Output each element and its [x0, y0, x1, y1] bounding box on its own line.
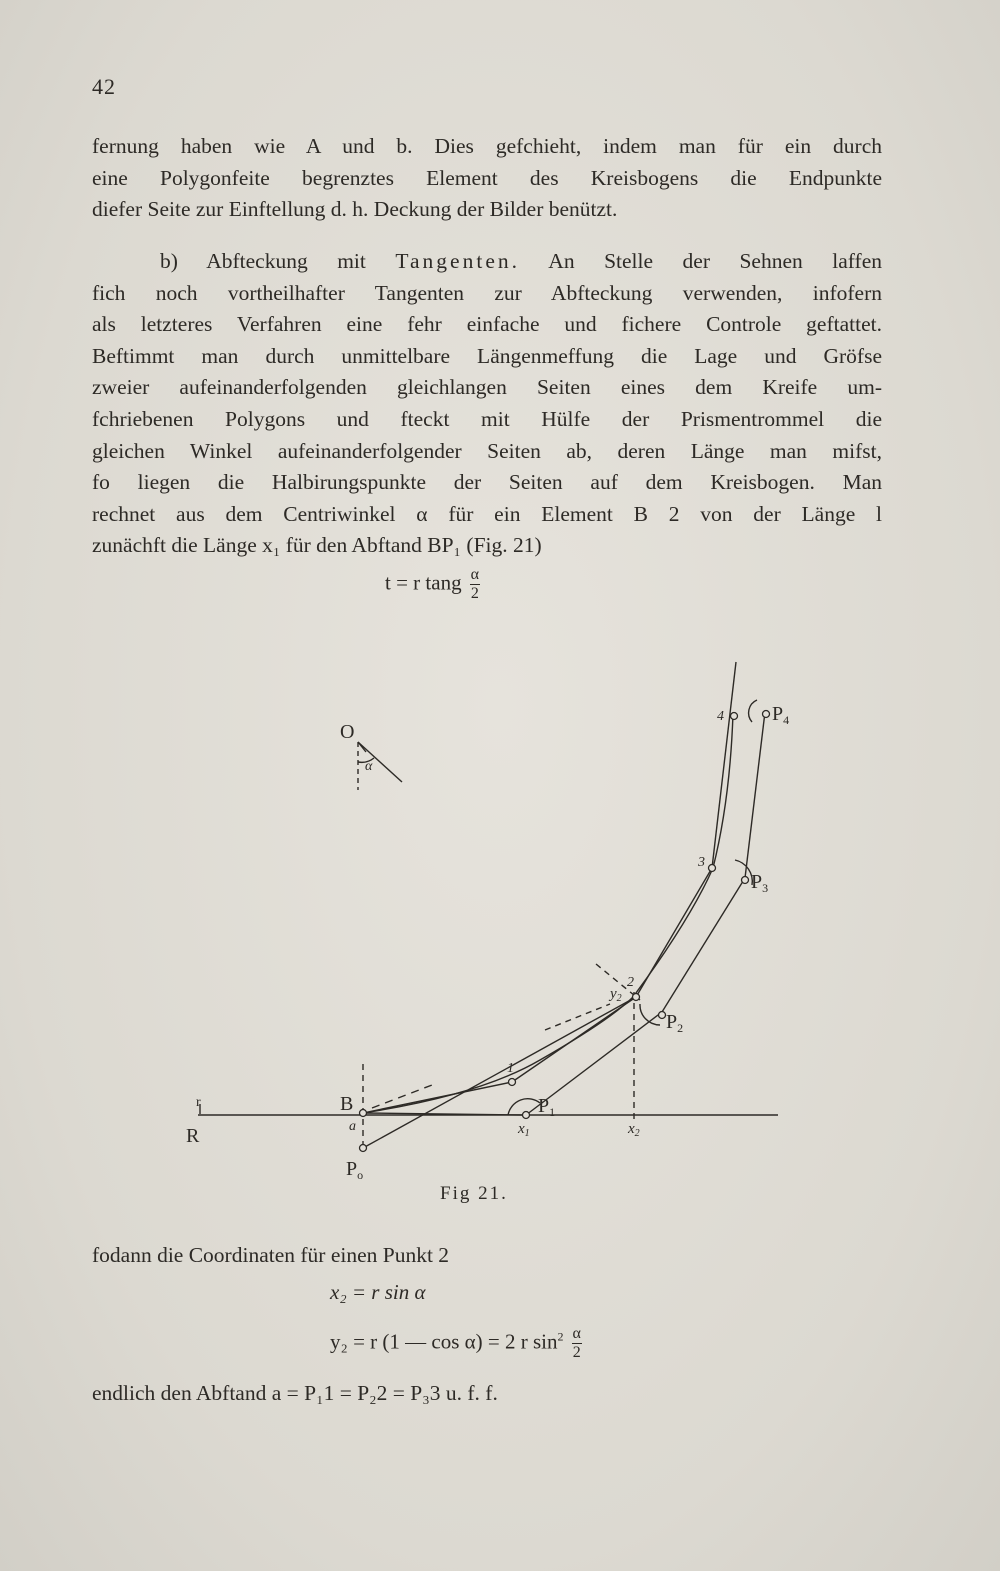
tangent-segment: [662, 878, 745, 1012]
fraction-denominator: 2: [572, 1344, 581, 1361]
circular-arc: [363, 714, 733, 1113]
label-alpha: α: [365, 759, 373, 774]
label-x2: $x_2$: [628, 1121, 640, 1139]
label-r-tick: r: [196, 1095, 201, 1110]
label-point-1: 1: [507, 1061, 514, 1076]
point-1: [509, 1079, 516, 1086]
chord-line: [363, 1082, 512, 1113]
section-label: b) Abfteckung mit: [160, 249, 396, 273]
label-x1: $x_1$: [518, 1121, 530, 1139]
figure-caption: Fig 21.: [440, 1183, 508, 1204]
label-y2: $y_2$: [610, 986, 622, 1004]
point-p4: [763, 711, 770, 718]
point-2: [633, 994, 640, 1001]
chord-line: [363, 997, 636, 1148]
text-line: fodann die Coordinaten für einen Punkt 2: [92, 1243, 450, 1267]
section-heading-spaced: Tangenten.: [395, 249, 520, 273]
tangent-segment: [745, 712, 765, 878]
text-line: als letzteres Verfahren eine fehr einfache und fichere Controle geftattet.: [92, 312, 882, 337]
text-line: gleichen Winkel aufeinanderfolgender Seiten ab, deren Länge man mifst,: [92, 438, 882, 463]
point-p1: [523, 1112, 530, 1119]
text-line: Beftimmt man durch unmittelbare Längenmeffung die Lage und Gröfse: [92, 343, 882, 368]
formula-lhs: t = r tang: [385, 570, 462, 595]
label-a: a: [349, 1119, 356, 1134]
label-p1: $P_1$: [538, 1095, 556, 1119]
formula-y2: [330, 1325, 582, 1362]
text-line: diefer Seite zur Einftellung d. h. Deckung der Bilder benützt.: [92, 197, 618, 222]
label-point-2: 2: [627, 975, 634, 990]
label-p4: $P_4$: [772, 703, 790, 727]
label-o: O: [340, 721, 355, 743]
label-p3: $P_3$: [751, 871, 769, 895]
paragraph-3: [92, 1240, 612, 1272]
label-point-3: 3: [698, 855, 705, 870]
fraction-numerator: α: [572, 1325, 581, 1342]
point-p2: [659, 1012, 666, 1019]
label-r: R: [186, 1125, 200, 1147]
angle-arc: [749, 700, 757, 722]
point-4: [731, 713, 738, 720]
text-line: rechnet aus dem Centriwinkel α für ein Element B 2 von der Länge l: [92, 501, 882, 526]
text-line: zunächft die Länge x₁ für den Abftand BP₁ (Fig. 21): [92, 533, 542, 558]
paragraph-4: [92, 1378, 692, 1410]
point-3: [709, 865, 716, 872]
formula-x2: x₂ = r sin α: [330, 1280, 426, 1304]
point-b: [360, 1110, 367, 1117]
text-line: zweier aufeinanderfolgenden gleichlangen Seiten eines dem Kreife um-: [92, 375, 882, 400]
chord-line: [636, 868, 712, 997]
fraction-numerator: α: [470, 566, 480, 583]
label-b: B: [340, 1093, 354, 1115]
text-line: endlich den Abftand a = P₁1 = P₂2 = P₃3 u. f. f.: [92, 1381, 498, 1405]
formula-exponent: 2: [557, 1329, 564, 1344]
label-p2: $P_2$: [666, 1011, 684, 1035]
point-p0: [360, 1145, 367, 1152]
label-point-4: 4: [717, 709, 724, 724]
label-p0: $P_o$: [346, 1158, 364, 1182]
text-line: fchriebenen Polygons und fteckt mit Hülfe der Prismentrommel die: [92, 406, 882, 431]
chord-line: [712, 662, 736, 868]
text-line: eine Polygonfeite begrenztes Element des Kreisbogens die Endpunkte: [92, 165, 882, 190]
angle-arc: [640, 1004, 660, 1025]
fraction-denominator: 2: [470, 585, 479, 602]
point-p3: [742, 877, 749, 884]
text-fragment: An Stelle der Sehnen laffen: [519, 249, 882, 273]
formula-lhs: y₂ = r (1 — cos α) = 2 r sin: [330, 1329, 558, 1354]
center-tick: [358, 742, 366, 752]
text-line: fich noch vortheilhafter Tangenten zur Abfteckung verwenden, infofern: [92, 280, 882, 305]
page-number: 42: [92, 74, 116, 99]
text-line: fernung haben wie A und b. Dies gefchieht, indem man für ein durch: [92, 134, 882, 158]
text-line: fo liegen die Halbirungspunkte der Seiten auf dem Kreisbogen. Man: [92, 470, 882, 495]
chord-line: [512, 997, 636, 1082]
fraction: [572, 1325, 582, 1362]
